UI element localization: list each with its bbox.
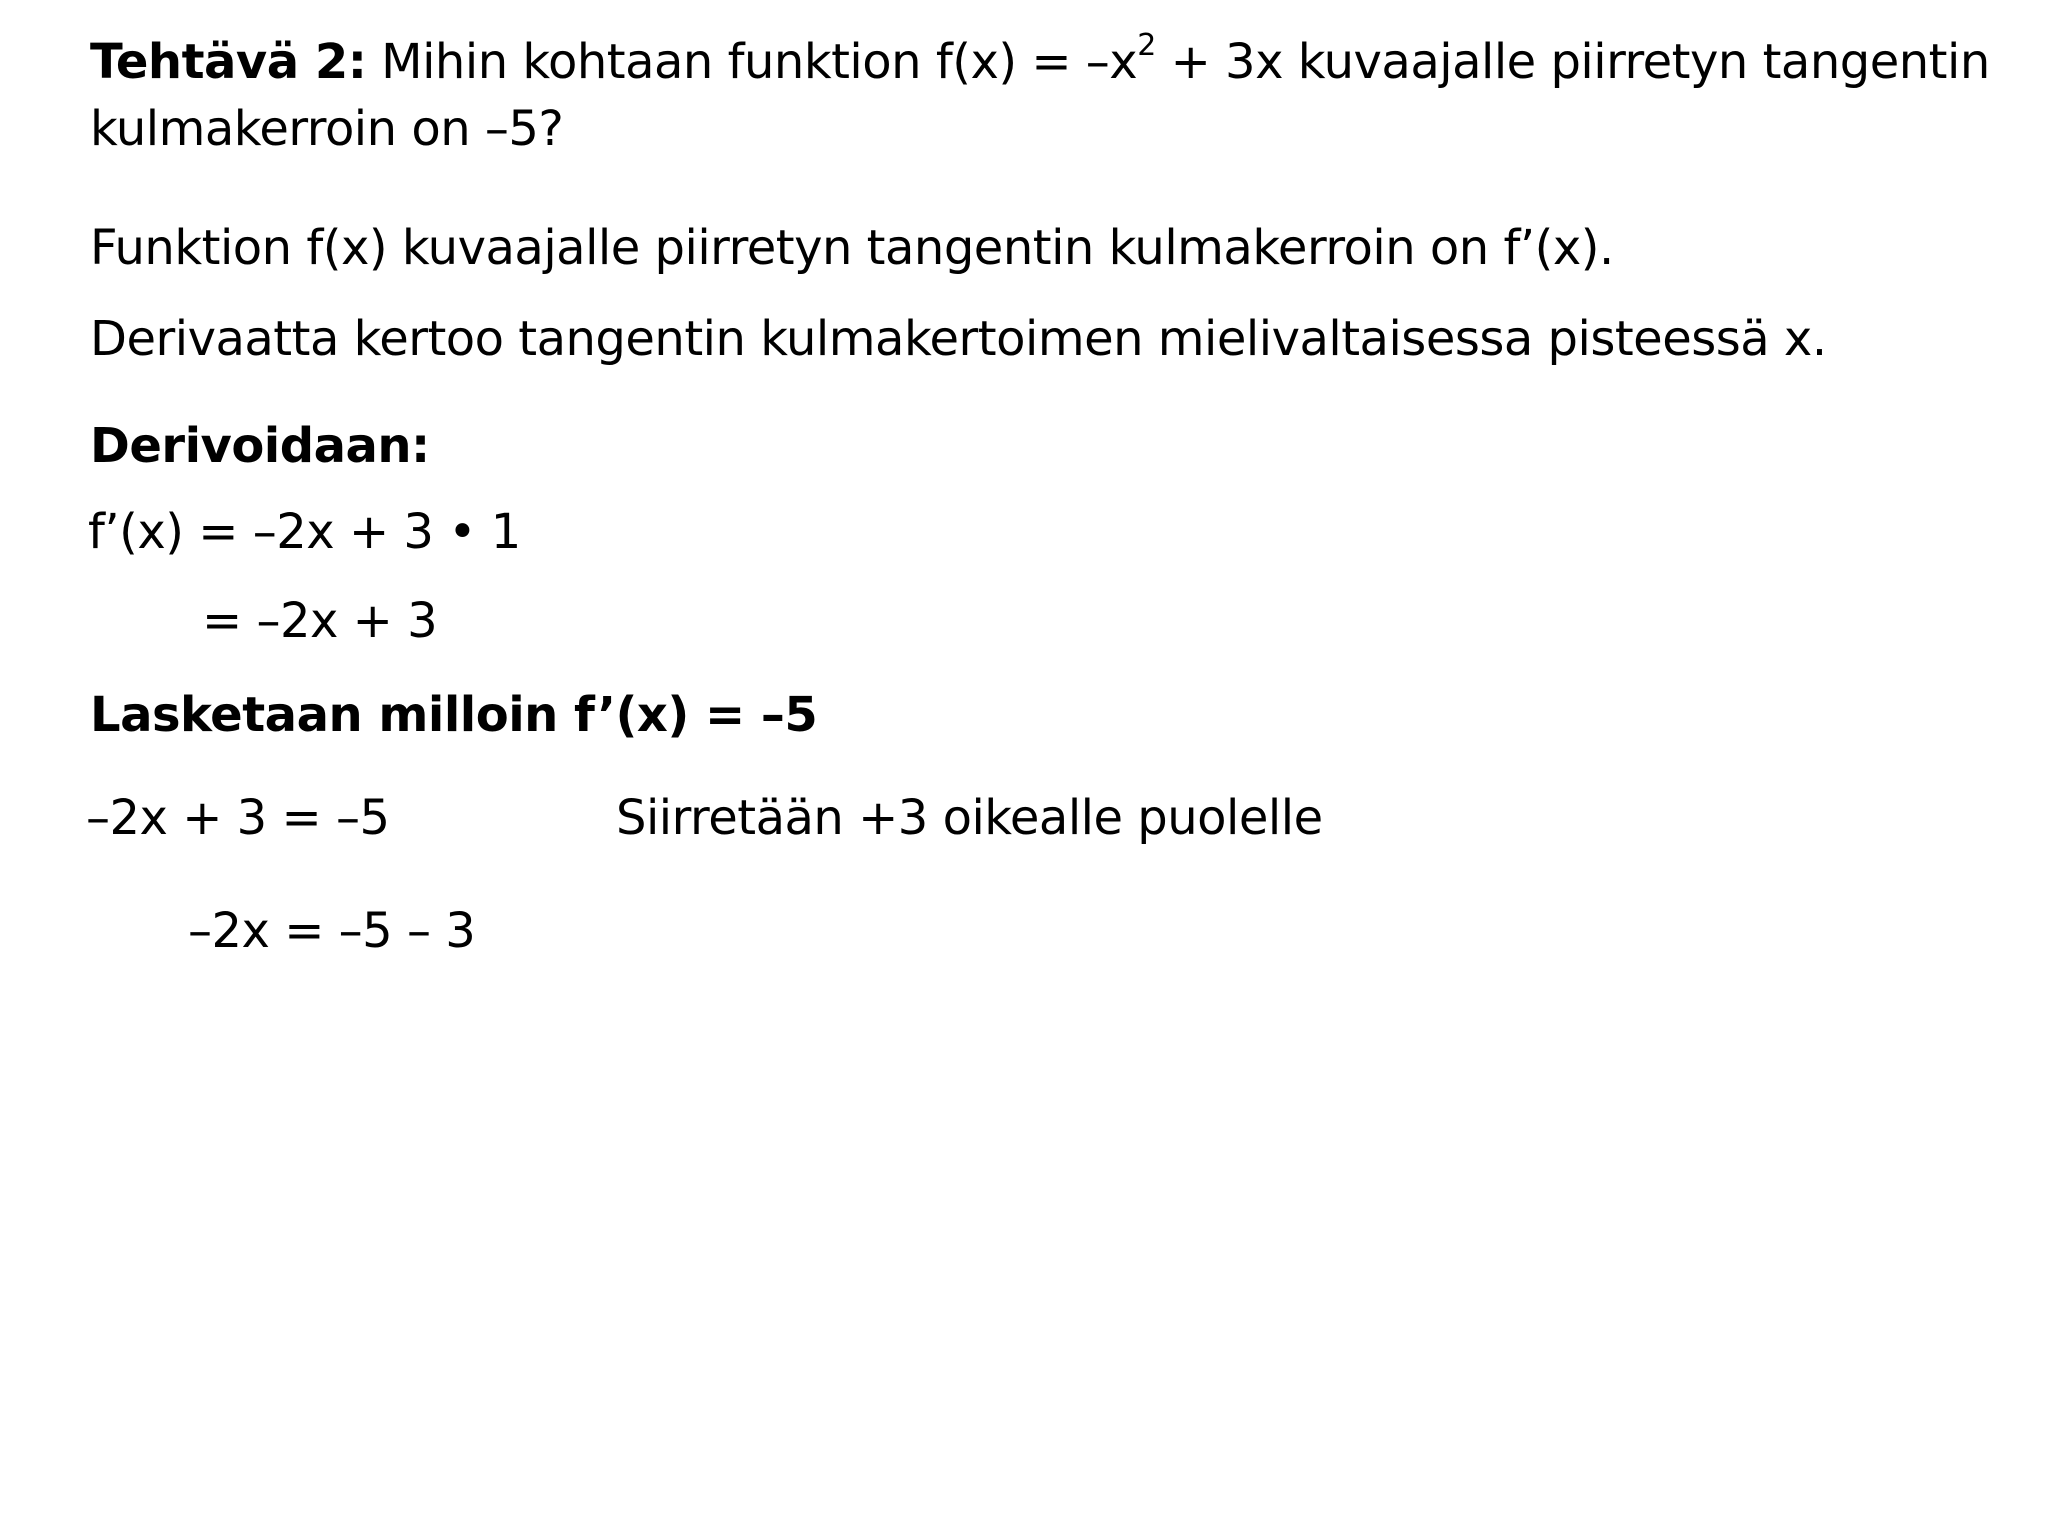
explanation-line-1: Funktion f(x) kuvaajalle piirretyn tangentin kulmakerroin on f’(x). [90, 220, 1614, 276]
solve-heading: Lasketaan milloin f’(x) = –5 [90, 687, 818, 743]
task-label: Tehtävä 2: [90, 34, 367, 90]
solve-note-1: Siirretään +3 oikealle puolelle [616, 790, 1323, 846]
derivation-step-1: f’(x) = –2x + 3 • 1 [88, 504, 521, 560]
task-question-part2: + 3x kuvaajalle piirretyn tangentin [1155, 34, 1990, 90]
derivation-heading: Derivoidaan: [90, 418, 430, 474]
explanation-line-2: Derivaatta kertoo tangentin kulmakertoimen mielivaltaisessa pisteessä x. [90, 311, 1827, 367]
task-question-line-1 [90, 30, 1990, 94]
task-question-line-2: kulmakerroin on –5? [90, 101, 564, 157]
solve-equation-1: –2x + 3 = –5 [86, 790, 390, 846]
task-exponent: 2 [1137, 28, 1156, 63]
derivation-step-2: = –2x + 3 [202, 593, 438, 649]
solve-equation-2: –2x = –5 – 3 [188, 903, 476, 959]
task-question-part1: Mihin kohtaan funktion f(x) = –x [366, 34, 1138, 90]
